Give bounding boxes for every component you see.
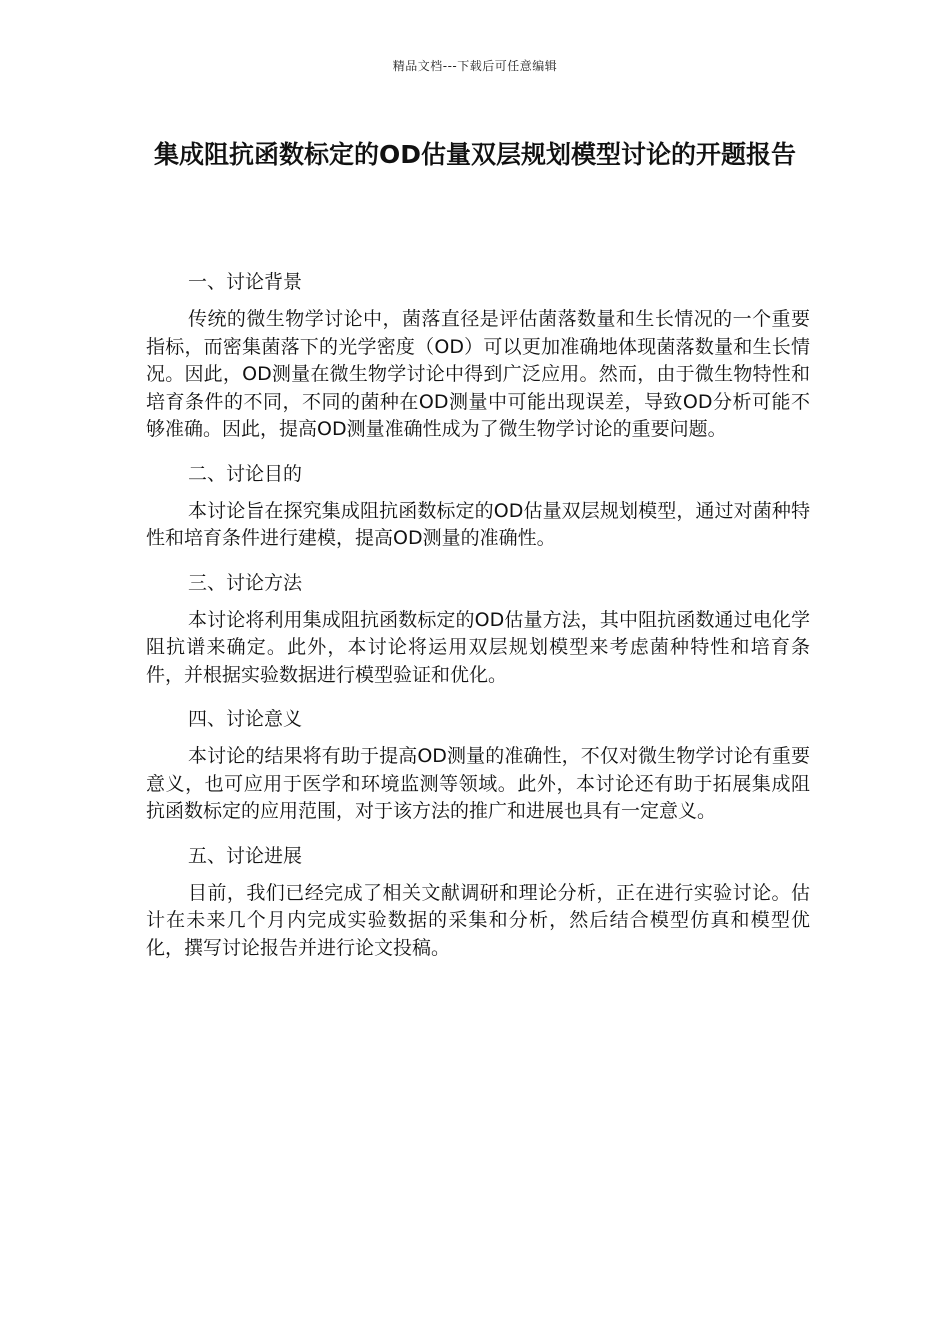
section-heading: 一、讨论背景 xyxy=(188,271,303,293)
section-heading: 三、讨论方法 xyxy=(188,571,303,594)
section-paragraph: 本讨论的结果将有助于提高OD测量的准确性，不仅对微生物学讨论有重要意义，也可应用于医学和环境监测等领域。此外，本讨论还有助于拓展集成阻抗函数标定的应用范围，对于该方法的推广和进展也具有一定意义。 xyxy=(146,745,810,822)
section-heading: 四、讨论意义 xyxy=(188,708,303,730)
section-paragraph: 目前，我们已经完成了相关文献调研和理论分析，正在进行实验讨论。估计在未来几个月内完成实验数据的采集和分析，然后结合模型仿真和模型优化，撰写讨论报告并进行论文投稿。 xyxy=(146,881,810,959)
section-purpose xyxy=(146,460,810,553)
document-body xyxy=(146,268,810,978)
section-heading: 五、讨论进展 xyxy=(188,844,303,867)
section-paragraph: 本讨论旨在探究集成阻抗函数标定的OD估量双层规划模型，通过对菌种特性和培育条件进行建模，提高OD测量的准确性。 xyxy=(146,499,810,549)
document-title: 集成阻抗函数标定的OD估量双层规划模型讨论的开题报告 xyxy=(153,140,796,169)
header-note: 精品文档---下载后可任意编辑 xyxy=(392,59,558,73)
section-paragraph: 本讨论将利用集成阻抗函数标定的OD估量方法，其中阻抗函数通过电化学阻抗谱来确定。此外，本讨论将运用双层规划模型来考虑菌种特性和培育条件，并根据实验数据进行模型验证和优化。 xyxy=(146,608,810,686)
section-significance xyxy=(146,705,810,826)
section-background xyxy=(146,268,810,444)
section-heading: 二、讨论目的 xyxy=(188,462,303,485)
section-paragraph: 传统的微生物学讨论中，菌落直径是评估菌落数量和生长情况的一个重要指标，而密集菌落下的光学密度（OD）可以更加准确地体现菌落数量和生长情况。因此，OD测量在微生物学讨论中得到广泛应用。然而，由于微生物特性和培育条件的不同，不同的菌种在OD测量中可能出现误差，导致OD分析可能不够准确。因此，提高OD测量准确性成为了微生物学讨论的重要问题。 xyxy=(146,308,810,440)
section-progress xyxy=(146,842,810,963)
section-method xyxy=(146,569,810,690)
